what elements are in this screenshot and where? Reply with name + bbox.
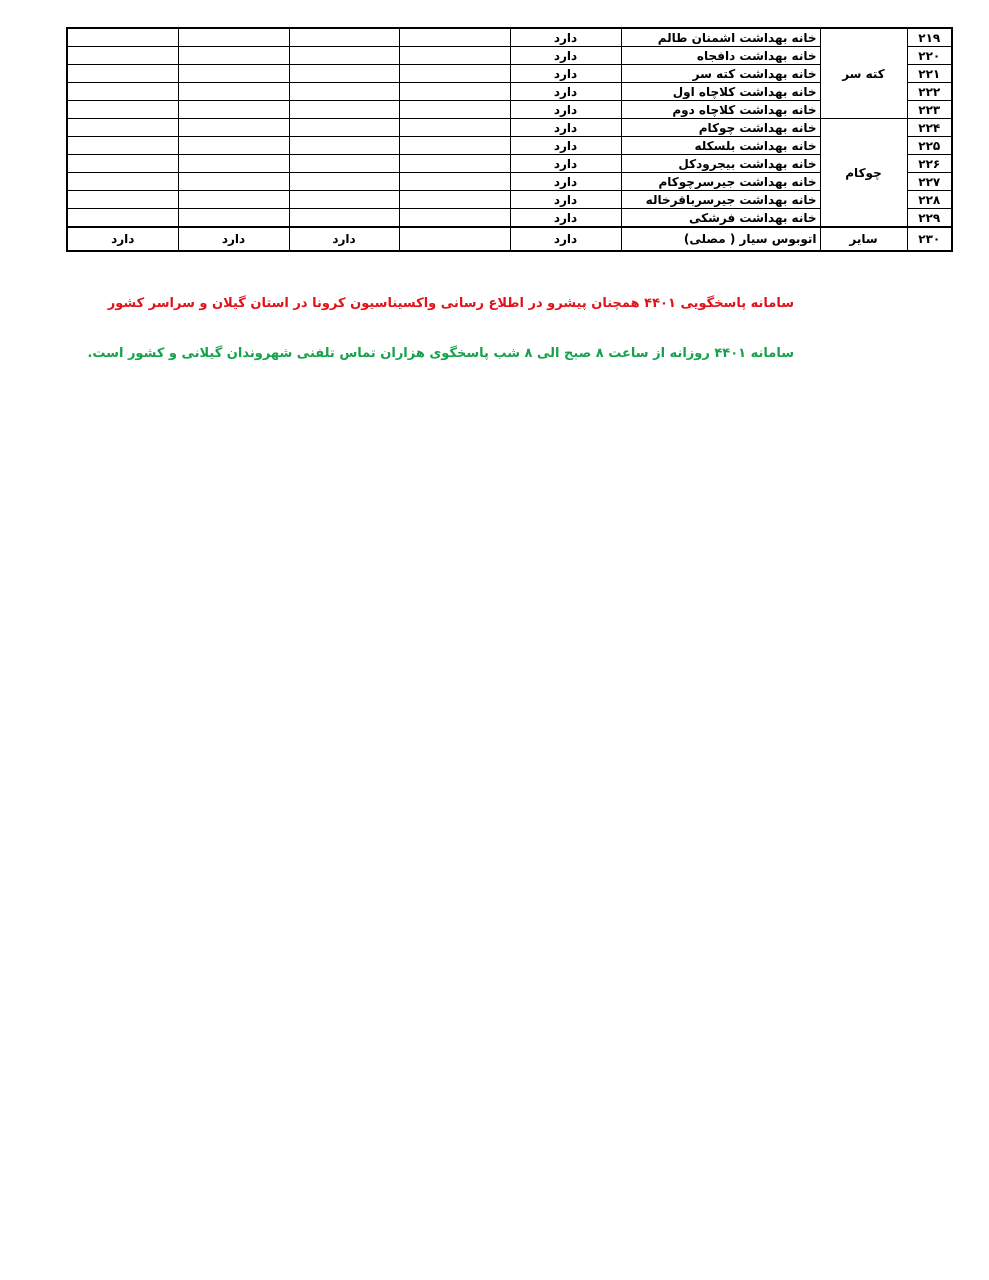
value-cell: دارد <box>510 47 621 65</box>
table-row <box>67 191 952 209</box>
value-cell <box>399 101 510 119</box>
value-cell: دارد <box>510 28 621 47</box>
table-row <box>67 137 952 155</box>
row-number: ۲۲۹ <box>907 209 952 228</box>
value-cell: دارد <box>510 155 621 173</box>
value-cell <box>289 173 399 191</box>
row-number: ۲۱۹ <box>907 28 952 47</box>
value-cell <box>67 28 178 47</box>
value-cell <box>289 209 399 228</box>
value-cell <box>67 83 178 101</box>
table-body <box>67 28 952 251</box>
value-cell <box>178 83 289 101</box>
value-cell <box>289 47 399 65</box>
table-row <box>67 173 952 191</box>
table-row <box>67 47 952 65</box>
value-cell <box>178 47 289 65</box>
value-cell <box>399 227 510 251</box>
center-name: خانه بهداشت فرشکی <box>621 209 820 228</box>
value-cell: دارد <box>510 209 621 228</box>
value-cell <box>399 137 510 155</box>
value-cell <box>178 173 289 191</box>
row-number: ۲۲۶ <box>907 155 952 173</box>
row-number: ۲۲۴ <box>907 119 952 137</box>
note-green: سامانه ۴۴۰۱ روزانه از ساعت ۸ صبح الی ۸ شب پاسخگوی هزاران تماس تلفنی شهروندان گیلانی و کشور است. <box>87 346 794 361</box>
center-name: خانه بهداشت بیجرودکل <box>621 155 820 173</box>
value-cell <box>67 191 178 209</box>
value-cell <box>399 191 510 209</box>
center-name: خانه بهداشت چوکام <box>621 119 820 137</box>
value-cell <box>289 155 399 173</box>
value-cell <box>178 101 289 119</box>
value-cell <box>289 101 399 119</box>
center-name: خانه بهداشت کته سر <box>621 65 820 83</box>
value-cell <box>289 28 399 47</box>
value-cell <box>399 28 510 47</box>
value-cell <box>289 191 399 209</box>
center-name: خانه بهداشت اشمنان طالم <box>621 28 820 47</box>
table-row <box>67 119 952 137</box>
value-cell: دارد <box>510 191 621 209</box>
value-cell <box>289 65 399 83</box>
value-cell: دارد <box>510 65 621 83</box>
group-cell: سایر <box>820 227 907 251</box>
group-cell: کته سر <box>820 28 907 119</box>
value-cell: دارد <box>510 101 621 119</box>
table-row <box>67 65 952 83</box>
value-cell <box>399 65 510 83</box>
value-cell: دارد <box>510 227 621 251</box>
row-number: ۲۲۰ <box>907 47 952 65</box>
value-cell <box>178 155 289 173</box>
row-number: ۲۲۷ <box>907 173 952 191</box>
value-cell <box>178 119 289 137</box>
value-cell <box>67 137 178 155</box>
table-row <box>67 155 952 173</box>
value-cell <box>399 119 510 137</box>
value-cell <box>399 47 510 65</box>
value-cell: دارد <box>178 227 289 251</box>
value-cell <box>67 47 178 65</box>
value-cell <box>67 101 178 119</box>
value-cell <box>399 173 510 191</box>
value-cell <box>399 83 510 101</box>
value-cell <box>178 209 289 228</box>
center-name: خانه بهداشت دافجاه <box>621 47 820 65</box>
row-number: ۲۲۸ <box>907 191 952 209</box>
value-cell <box>178 28 289 47</box>
value-cell: دارد <box>67 227 178 251</box>
row-number: ۲۲۲ <box>907 83 952 101</box>
value-cell <box>289 137 399 155</box>
health-centers-table <box>66 27 953 252</box>
value-cell <box>178 191 289 209</box>
row-number: ۲۲۵ <box>907 137 952 155</box>
center-name: خانه بهداشت بلسکله <box>621 137 820 155</box>
value-cell <box>67 65 178 83</box>
row-number: ۲۳۰ <box>907 227 952 251</box>
value-cell <box>67 155 178 173</box>
value-cell <box>178 137 289 155</box>
center-name: خانه بهداشت کلاچاه اول <box>621 83 820 101</box>
table-row <box>67 209 952 228</box>
group-cell: چوکام <box>820 119 907 228</box>
center-name: خانه بهداشت جیرسرچوکام <box>621 173 820 191</box>
value-cell <box>67 209 178 228</box>
note-red: سامانه پاسخگویی ۴۴۰۱ همچنان پیشرو در اطلاع رسانی واکسیناسیون کرونا در استان گیلان و سراسر کشور <box>107 296 794 311</box>
value-cell: دارد <box>510 137 621 155</box>
table-row <box>67 227 952 251</box>
value-cell <box>67 173 178 191</box>
center-name: خانه بهداشت جیرسرباقرخاله <box>621 191 820 209</box>
value-cell <box>399 209 510 228</box>
table-row <box>67 101 952 119</box>
table-row <box>67 28 952 47</box>
value-cell <box>67 119 178 137</box>
table-row <box>67 83 952 101</box>
value-cell: دارد <box>510 83 621 101</box>
center-name: اتوبوس سیار ( مصلی) <box>621 227 820 251</box>
value-cell <box>399 155 510 173</box>
value-cell <box>289 119 399 137</box>
value-cell: دارد <box>510 119 621 137</box>
center-name: خانه بهداشت کلاچاه دوم <box>621 101 820 119</box>
value-cell <box>289 83 399 101</box>
value-cell <box>178 65 289 83</box>
row-number: ۲۲۱ <box>907 65 952 83</box>
value-cell: دارد <box>510 173 621 191</box>
row-number: ۲۲۳ <box>907 101 952 119</box>
value-cell: دارد <box>289 227 399 251</box>
